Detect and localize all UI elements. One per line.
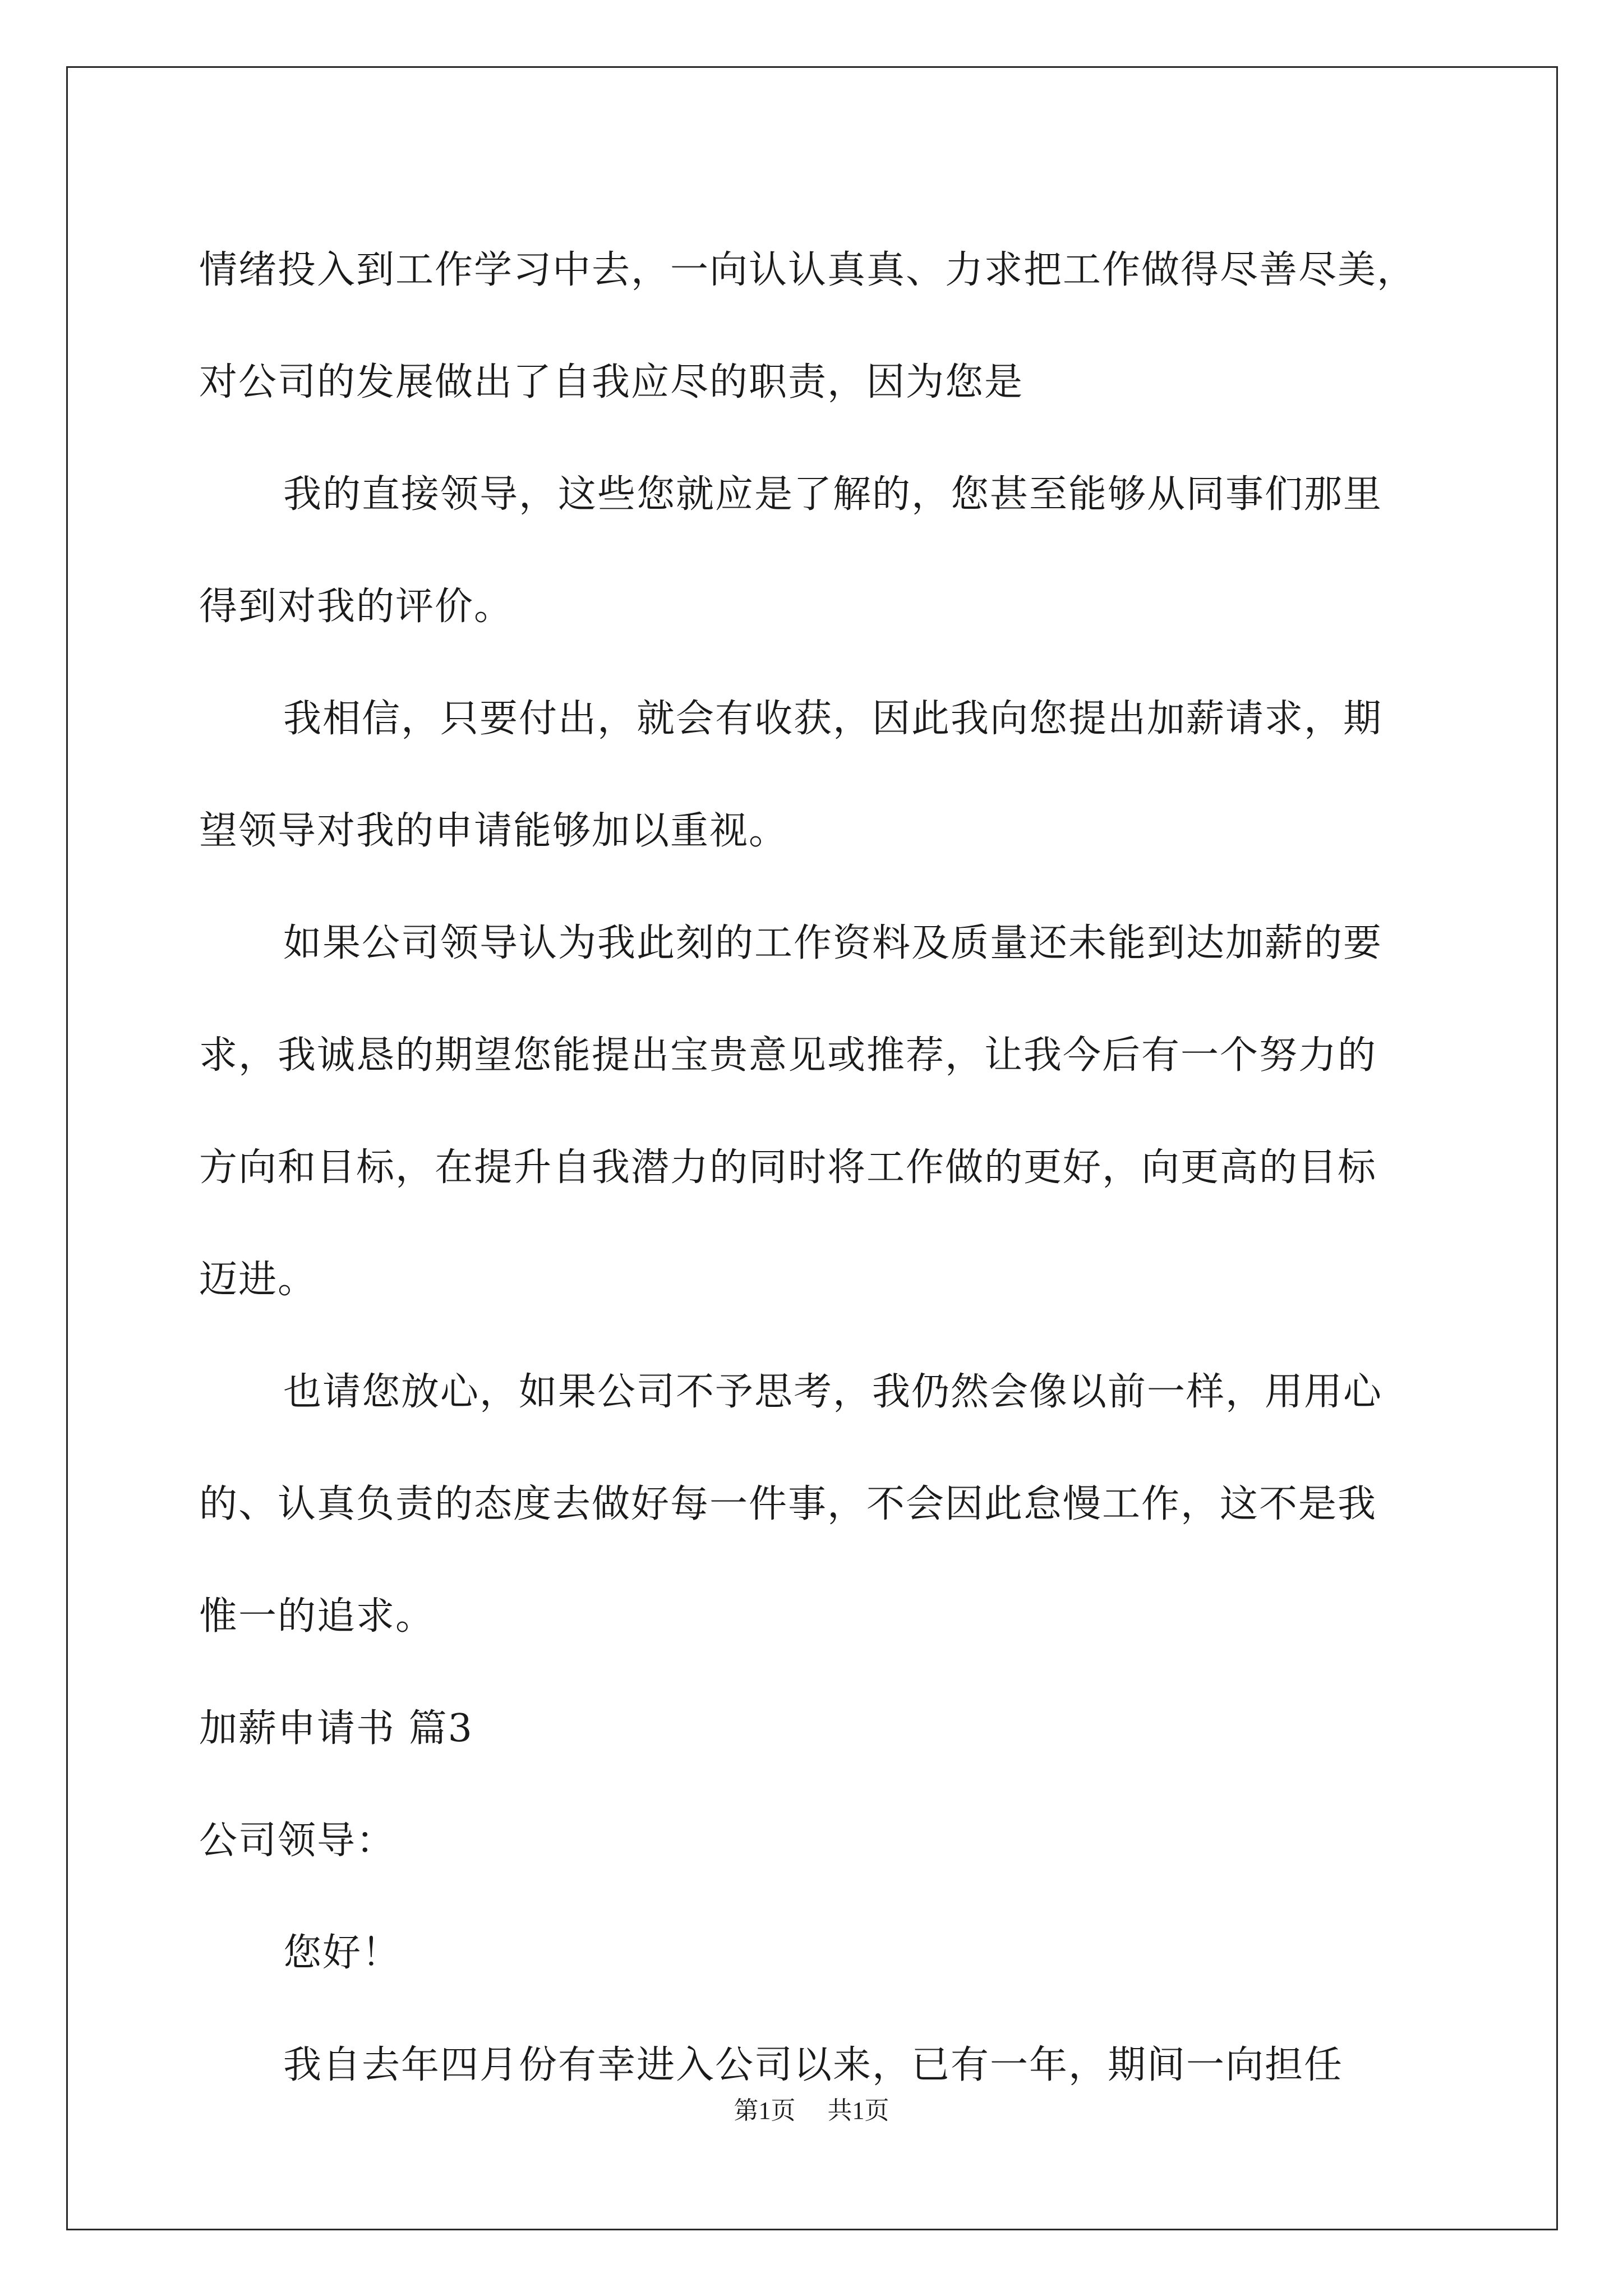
text-line: 的、认真负责的态度去做好每一件事，不会因此怠慢工作，这不是我 <box>199 1482 1377 1526</box>
text-line: 得到对我的评价。 <box>199 585 514 629</box>
text-line: 方向和目标，在提升自我潜力的同时将工作做的更好，向更高的目标 <box>199 1145 1377 1190</box>
text-line: 如果公司领导认为我此刻的工作资料及质量还未能到达加薪的要 <box>283 921 1383 965</box>
page-number-total: 共1页 <box>827 2097 889 2124</box>
text-line: 惟一的追求。 <box>199 1594 435 1639</box>
text-line: 对公司的发展做出了自我应尽的职责，因为您是 <box>199 360 1024 404</box>
text-line: 迈进。 <box>199 1258 317 1302</box>
page-footer <box>0 2090 1623 2126</box>
text-line: 加薪申请书 篇3 <box>199 1706 473 1751</box>
text-line: 您好！ <box>283 1931 402 1975</box>
text-line: 望领导对我的申请能够加以重视。 <box>199 809 789 853</box>
text-line: 求，我诚恳的期望您能提出宝贵意见或推荐，让我今后有一个努力的 <box>199 1033 1377 1078</box>
page-number-current: 第1页 <box>734 2097 796 2124</box>
text-line: 我的直接领导，这些您就应是了解的，您甚至能够从同事们那里 <box>283 472 1383 517</box>
document-body <box>199 214 1489 2122</box>
text-line: 公司领导： <box>199 1819 396 1863</box>
text-line: 我自去年四月份有幸进入公司以来，已有一年，期间一向担任 <box>283 2043 1344 2087</box>
text-line: 情绪投入到工作学习中去，一向认认真真、力求把工作做得尽善尽美， <box>199 248 1417 292</box>
text-line: 我相信，只要付出，就会有收获，因此我向您提出加薪请求，期 <box>283 697 1383 741</box>
text-line: 也请您放心，如果公司不予思考，我仍然会像以前一样，用用心 <box>283 1370 1383 1414</box>
